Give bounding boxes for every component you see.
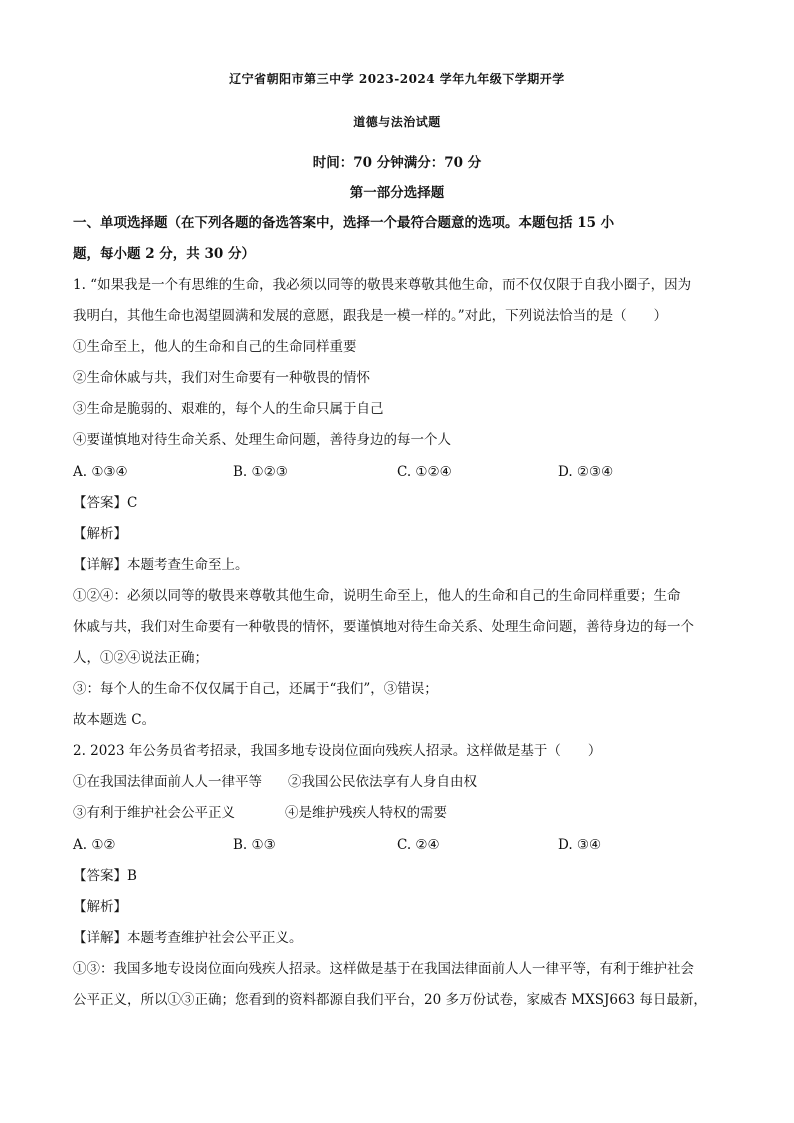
exam-title-line1: 辽宁省朝阳市第三中学 2023-2024 学年九年级下学期开学 <box>229 72 565 86</box>
q1-option-b: B. ①②③ <box>233 464 288 480</box>
q2-option-c: C. ②④ <box>397 837 440 853</box>
q1-explanation-4: ③：每个人的生命不仅仅属于自己，还属于“我们”，③错误； <box>73 681 438 697</box>
q2-statement-3: ③有利于维护社会公平正义 <box>73 805 235 821</box>
q2-analysis-label: 【解析】 <box>73 899 127 915</box>
q1-analysis-label: 【解析】 <box>73 526 127 542</box>
q2-explanation-2: 公平正义，所以①③正确；您看到的资料都源自我们平台，20 多万份试卷，家威杏 MXSJ663 每日最新， <box>73 992 707 1008</box>
q1-option-a: A. ①③④ <box>73 464 128 480</box>
q1-statement-2: ②生命休戚与共，我们对生命要有一种敬畏的情怀 <box>73 370 370 386</box>
q2-stem: 2. 2023 年公务员省考招录，我国多地专设岗位面向残疾人招录。这样做是基于（ ） <box>73 743 602 759</box>
section-heading-line1: 一、单项选择题（在下列各题的备选答案中，选择一个最符合题意的选项。本题包括 15 小 <box>73 215 615 231</box>
q1-detail: 【详解】本题考查生命至上。 <box>73 557 249 573</box>
q1-explanation-2: 休戚与共，我们对生命要有一种敬畏的情怀，要谨慎地对待生命关系、处理生命问题，善待身边的每一个 <box>73 619 694 635</box>
q1-stem-line1: 1. “如果我是一个有思维的生命，我必须以同等的敬畏来尊敬其他生命，而不仅仅限于自我小圈子，因为 <box>73 277 692 293</box>
q1-explanation-5: 故本题选 C。 <box>73 712 156 728</box>
q1-option-d: D. ②③④ <box>558 464 614 480</box>
q2-answer: 【答案】B <box>73 868 137 884</box>
exam-time-info: 时间：70 分钟满分：70 分 <box>312 155 482 171</box>
q2-explanation-1: ①③：我国多地专设岗位面向残疾人招录。这样做是基于在我国法律面前人人一律平等，有利于维护社会 <box>73 961 694 977</box>
q1-explanation-3: 人，①②④说法正确； <box>73 650 208 666</box>
q2-statement-2: ②我国公民依法享有人身自由权 <box>288 774 477 790</box>
q1-option-c: C. ①②④ <box>397 464 452 480</box>
q1-stem-line2: 我明白，其他生命也渴望圆满和发展的意愿，跟我是一模一样的。”对此，下列说法恰当的是（ ） <box>73 308 668 324</box>
q2-statements-row1 <box>73 772 723 792</box>
q2-option-d: D. ③④ <box>558 837 602 853</box>
q1-statement-1: ①生命至上，他人的生命和自己的生命同样重要 <box>73 339 357 355</box>
q2-statements-row2 <box>73 803 723 823</box>
q2-statement-4: ④是维护残疾人特权的需要 <box>285 805 447 821</box>
q1-explanation-1: ①②④：必须以同等的敬畏来尊敬其他生命，说明生命至上，他人的生命和自己的生命同样重要；生命 <box>73 588 681 604</box>
q2-statement-1: ①在我国法律面前人人一律平等 <box>73 774 262 790</box>
q2-detail: 【详解】本题考查维护社会公平正义。 <box>73 930 303 946</box>
q1-statement-3: ③生命是脆弱的、艰难的，每个人的生命只属于自己 <box>73 401 384 417</box>
q2-options <box>73 835 723 855</box>
q1-answer: 【答案】C <box>73 495 138 511</box>
q2-option-a: A. ①② <box>73 837 116 853</box>
q1-statement-4: ④要谨慎地对待生命关系、处理生命问题，善待身边的每一个人 <box>73 432 451 448</box>
section-heading-line2: 题，每小题 2 分，共 30 分） <box>73 246 255 262</box>
exam-part-heading: 第一部分选择题 <box>349 185 445 201</box>
q1-options <box>73 462 723 482</box>
q2-option-b: B. ①③ <box>233 837 276 853</box>
exam-title-line2: 道德与法治试题 <box>353 115 441 129</box>
